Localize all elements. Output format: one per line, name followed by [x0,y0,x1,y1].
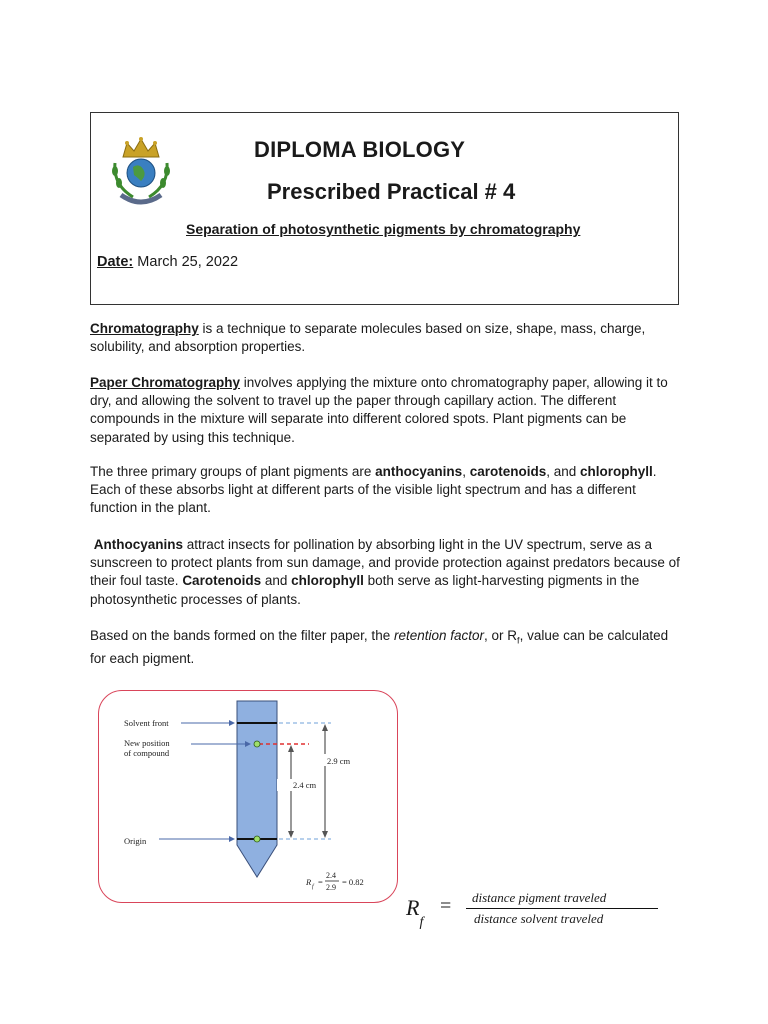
fig-rf-eq: = [318,877,323,887]
paragraph-text: attract insects for pollination by absorbing light in the UV spectrum, serve as a sunscreen to protect plants from sun damage, and provide protection against predators because of their foul taste. [90,537,680,589]
practical-title: Prescribed Practical # 4 [267,179,516,204]
paper-strip [237,701,277,877]
rf-formula [404,888,664,938]
label-solvent-front: Solvent front [124,718,169,728]
header-box [90,112,679,305]
label-solvent-distance: 2.9 cm [327,756,351,766]
paragraph-text: is a technique to separate molecules based on size, shape, mass, charge, solubility, and absorption properties. [90,321,646,355]
formula-fraction-bar [466,908,658,909]
paragraph-text: , [462,464,470,479]
compound-distance-arrow [288,831,294,838]
paragraph-text: and [261,573,292,589]
formula-denominator: distance solvent traveled [474,911,604,926]
origin-spot [254,836,260,842]
label-new-position-1: New position [124,738,170,748]
practical-subtitle: Separation of photosynthetic pigments by chromatography [186,221,581,237]
term-chlorophyll: chlorophyll [580,464,653,479]
paragraph-text: involves applying the mixture onto chromatography paper, allowing it to dry, and allowing the solvent to travel up the paper through capillary action. The different compounds in the mixture will separate into different colored spots. Plant pigments can be separated by using this technique. [90,375,668,445]
date-label: Date: [97,254,134,270]
paragraph-text: The three primary groups of plant pigments are [90,464,376,479]
label-origin: Origin [124,836,147,846]
term-retention-factor: retention factor [393,628,485,643]
paragraph-text: , value can be calculated for each pigment. [90,628,669,666]
term-chlorophyll: chlorophyll [291,573,364,589]
solvent-distance-arrow [322,831,328,838]
formula-numerator: distance pigment traveled [472,890,607,905]
paragraph-chromatography [90,320,680,356]
fig-rf-label: R [306,877,312,887]
school-logo [101,133,181,213]
paragraph-text: , and [546,464,581,479]
formula-lhs [406,895,424,931]
term-paper-chromatography: Paper Chromatography [90,375,241,390]
arrow-origin [229,836,235,842]
course-title: DIPLOMA BIOLOGY [254,137,466,162]
paragraph-paper-chromatography [90,374,680,447]
paragraph-text: Based on the bands formed on the filter paper, the [90,628,394,643]
paragraph-text: . Each of these absorbs light at different parts of the visible light spectrum and has a different function in the plant. [90,464,657,516]
term-anthocyanins: Anthocyanins [93,537,184,552]
label-compound-distance: 2.4 cm [293,780,317,790]
formula-f: f [419,915,424,931]
rf-subscript: f [517,635,520,646]
paragraph-text: both serve as light-harvesting pigments in the photosynthetic processes of plants. [90,573,640,607]
label-new-position-2: of compound [124,748,170,758]
paragraph-pigment-functions [90,536,680,609]
date-value: March 25, 2022 [137,254,239,270]
term-carotenoids: carotenoids [469,464,547,479]
term-anthocyanins: anthocyanins [375,464,463,479]
formula-equals: = [440,895,452,917]
fig-rf-num: 2.4 [326,871,336,880]
fig-rf-result: = 0.82 [342,877,364,887]
formula-r: R [406,895,420,920]
compound-spot [254,741,260,747]
date-row [97,254,238,270]
fig-rf-den: 2.9 [326,883,336,892]
arrow-solvent-front [229,720,235,726]
term-carotenoids: Carotenoids [182,573,262,589]
paragraph-pigment-groups [90,463,680,518]
term-chromatography: Chromatography [90,321,199,336]
chromatography-diagram [98,690,398,903]
paragraph-retention-factor [90,627,680,668]
paragraph-text: , or R [484,628,518,643]
fig-rf-sub: f [312,884,314,890]
